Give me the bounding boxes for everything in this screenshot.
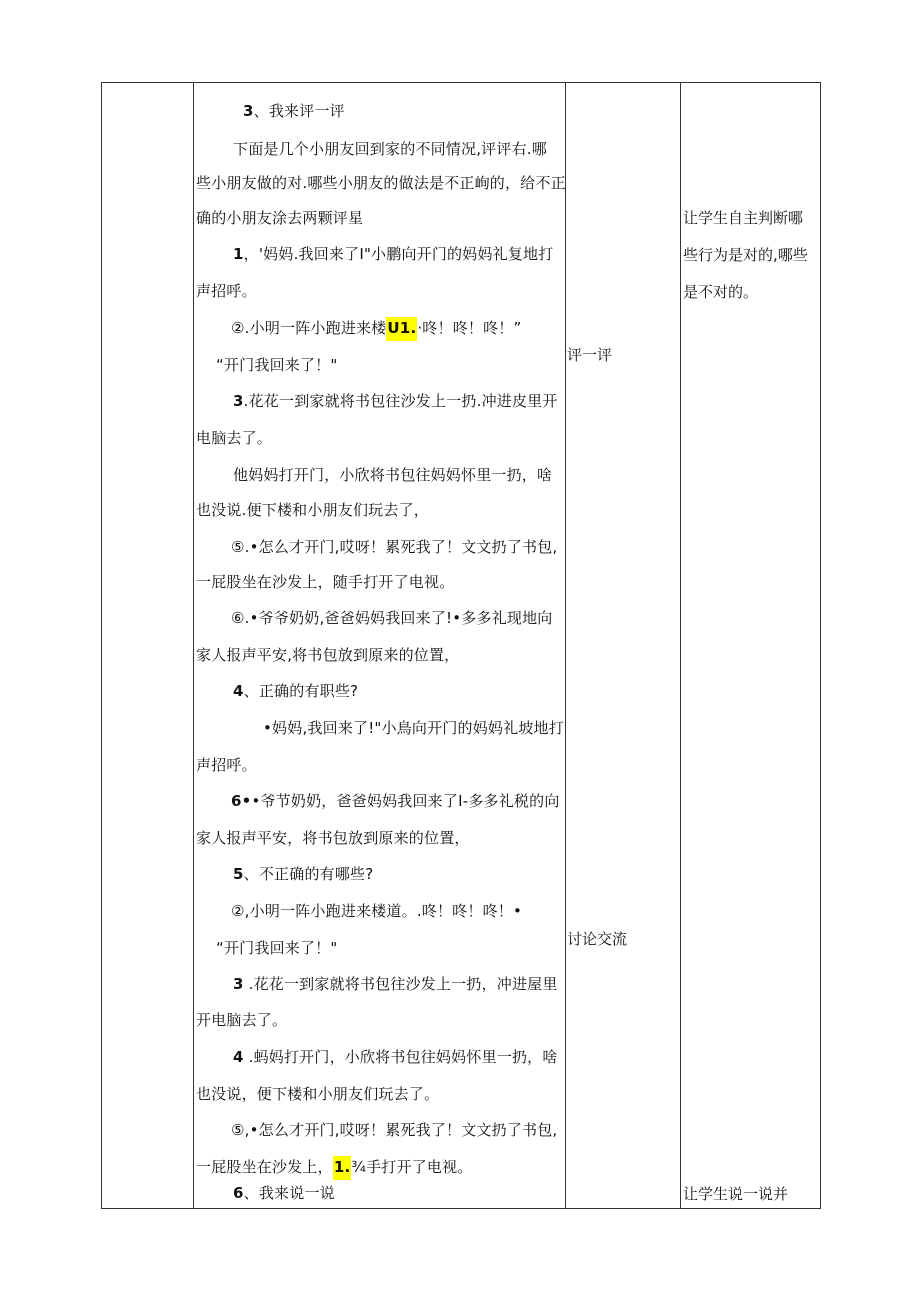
line-text: ¾手打开了电视。	[351, 1158, 473, 1176]
line-text: 电脑去了。	[196, 429, 273, 447]
content-line	[233, 1047, 558, 1067]
line-text: 、正确的有职些?	[243, 682, 359, 700]
content-line	[233, 974, 558, 994]
line-text: 些小朋友做的对.哪些小朋友的做法是不正峋的，给不正	[196, 174, 566, 192]
content-line	[231, 901, 522, 921]
content-line	[233, 864, 373, 884]
content-line	[231, 608, 553, 628]
line-text: ⑤.•怎么才开门,哎呀！累死我了！文文扔了书包,	[231, 538, 558, 556]
line-text: 也没说.便下楼和小朋友们玩去了，	[196, 501, 429, 519]
line-text: ·咚！咚！咚！”	[417, 319, 522, 337]
line-text: 也没说，便下楼和小朋友们玩去了。	[196, 1085, 440, 1103]
line-text: 确的小朋友涂去两颗评星	[196, 209, 364, 227]
line-text: ，'妈妈.我回来了I"小鹏向开门的妈妈礼复地打	[243, 245, 554, 263]
line-text: 声招呼。	[196, 282, 257, 300]
content-line	[263, 718, 564, 738]
content-line	[196, 500, 429, 520]
table-bottom-border	[101, 1208, 821, 1209]
table-col-border-2	[193, 82, 194, 1208]
item-number: 1	[233, 245, 244, 263]
content-line	[196, 755, 257, 775]
intent-line-2: 些行为是对的,哪些	[683, 246, 808, 264]
line-text: ②.小明一阵小跑进来楼	[231, 319, 387, 337]
line-text: ②,小明一阵小跑进来楼道。.咚！咚！咚！•	[231, 902, 523, 920]
content-line	[196, 572, 454, 592]
content-line	[231, 791, 560, 811]
line-text: 家人报声平安,将书包放到原来的位置，	[196, 646, 460, 664]
line-text: 、我来评一评	[253, 102, 345, 120]
intent-line-4: 让学生说一说并	[683, 1185, 789, 1203]
table-col-border-3	[565, 82, 566, 1208]
content-line	[233, 391, 558, 411]
line-text: .花花一到家就将书包往沙发上一扔.冲进皮里开	[243, 392, 558, 410]
content-line	[231, 318, 521, 338]
activity-evaluate: 评一评	[567, 346, 613, 364]
highlighted-text: 1.	[333, 1156, 352, 1180]
table-col-border-1	[101, 82, 102, 1208]
line-text: 一屁股坐在沙发上，随手打开了电视。	[196, 573, 455, 591]
item-number: 6•	[231, 792, 252, 810]
content-line	[216, 355, 337, 375]
content-line	[233, 139, 547, 159]
item-number: 3	[233, 392, 244, 410]
line-text: ⑤,•怎么才开门,哎呀！累死我了！文文扔了书包,	[231, 1121, 558, 1139]
content-line	[196, 208, 363, 228]
line-text: .花花一到家就将书包往沙发上一扔，冲进屋里	[243, 975, 558, 993]
content-line	[243, 101, 345, 121]
content-line	[196, 428, 272, 448]
line-text: 家人报声平安，将书包放到原来的位置，	[196, 829, 470, 847]
line-text: 、我来说一说	[243, 1184, 335, 1202]
content-line	[196, 645, 459, 665]
content-line	[216, 938, 337, 958]
content-line	[196, 173, 566, 193]
activity-discuss: 讨论交流	[567, 930, 628, 948]
table-top-border	[101, 82, 821, 83]
line-text: 、不正确的有哪些?	[243, 865, 374, 883]
line-text: 下面是几个小朋友回到家的不同情况,评评右.哪	[233, 140, 547, 158]
item-number: 3	[243, 102, 254, 120]
content-line	[196, 281, 257, 301]
content-line	[233, 681, 358, 701]
content-line	[231, 537, 557, 557]
content-line	[233, 1183, 335, 1203]
content-line	[231, 1120, 557, 1140]
content-line	[196, 828, 470, 848]
line-text: .蚂妈打开门，小欣将书包往妈妈怀里一扔，啥	[243, 1048, 558, 1066]
highlighted-text: U1.	[386, 317, 417, 341]
content-line	[196, 1010, 287, 1030]
table-col-border-5	[820, 82, 821, 1208]
line-text: ⑥.•爷爷奶奶,爸爸妈妈我回来了!•多多礼现地向	[231, 609, 553, 627]
line-text: 一屁股坐在沙发上，	[196, 1158, 333, 1176]
line-text: •爷节奶奶，爸爸妈妈我回来了I-多多礼税的向	[251, 792, 560, 810]
intent-line-3: 是不对的。	[683, 283, 759, 301]
line-text: 他妈妈打开门，小欣将书包往妈妈怀里一扔，啥	[233, 466, 553, 484]
item-number: 4	[233, 682, 244, 700]
line-text: “开门我回来了！"	[216, 356, 338, 374]
item-number: 6	[233, 1184, 244, 1202]
item-number: 3	[233, 975, 244, 993]
content-line	[233, 244, 553, 264]
item-number: 4	[233, 1048, 244, 1066]
table-col-border-4	[680, 82, 681, 1208]
content-line	[196, 1084, 439, 1104]
line-text: “开门我回来了！"	[216, 939, 338, 957]
content-line	[196, 1157, 473, 1177]
line-text: 开电脑去了。	[196, 1011, 288, 1029]
content-line	[233, 465, 552, 485]
intent-line-1: 让学生自主判断哪	[683, 209, 804, 227]
line-text: •妈妈,我回来了!"小鳥向开门的妈妈礼坡地打	[263, 719, 564, 737]
line-text: 声招呼。	[196, 756, 257, 774]
item-number: 5	[233, 865, 244, 883]
